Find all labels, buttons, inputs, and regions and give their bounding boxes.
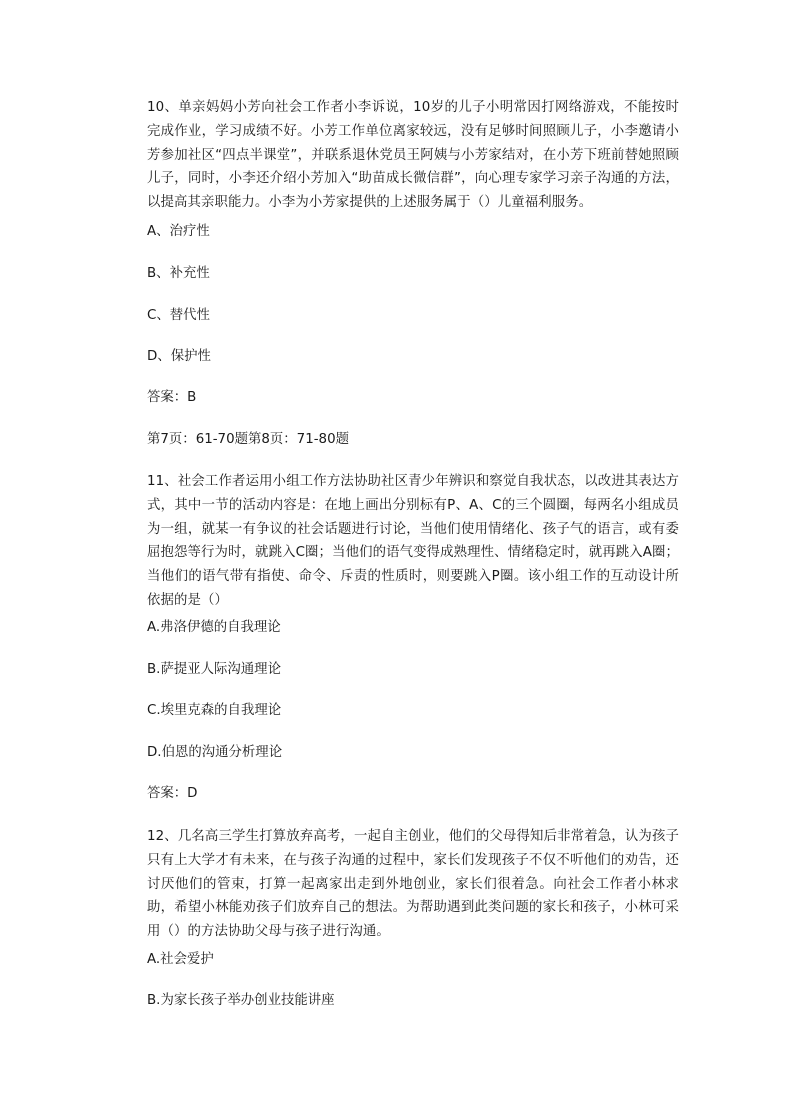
question-11-option-d: D.伯恩的沟通分析理论: [147, 745, 283, 760]
question-10-option-a: A、治疗性: [147, 224, 210, 239]
question-10-stem: 10、单亲妈妈小芳向社会工作者小李诉说，10岁的儿子小明常因打网络游戏，不能按时完成作业，学习成绩不好。小芳工作单位离家较远，没有足够时间照顾儿子，小李邀请小芳参加社区“四点半课堂”，并联系退休党员王阿姨与小芳家结对，在小芳下班前替她照顾儿子，同时，小李还介绍小芳加入“助苗成长微信群”，向心理专家学习亲子沟通的方法，以提高其亲职能力。小李为小芳家提供的上述服务属于（）儿童福利服务。: [147, 100, 679, 211]
page-nav: 第7页：61-70题第8页：71-80题: [147, 432, 349, 447]
question-10-option-c: C、替代性: [147, 308, 210, 323]
question-11-option-c: C.埃里克森的自我理论: [147, 703, 282, 718]
question-11-answer: 答案：D: [147, 786, 198, 801]
question-10-answer: 答案：B: [147, 390, 197, 405]
question-11-option-b: B.萨提亚人际沟通理论: [147, 662, 281, 677]
question-12-option-b: B.为家长孩子举办创业技能讲座: [147, 993, 335, 1008]
question-12-stem: 12、几名高三学生打算放弃高考，一起自主创业，他们的父母得知后非常着急，认为孩子只有上大学才有未来，在与孩子沟通的过程中，家长们发现孩子不仅不听他们的劝告，还讨厌他们的管束，打算一起离家出走到外地创业，家长们很着急。向社会工作者小林求助，希望小林能劝孩子们放弃自己的想法。为帮助遇到此类问题的家长和孩子，小林可采用（）的方法协助父母与孩子进行沟通。: [147, 829, 679, 940]
question-10-option-b: B、补充性: [147, 266, 210, 281]
question-12-option-a: A.社会爱护: [147, 952, 214, 967]
question-10-option-d: D、保护性: [147, 349, 211, 364]
question-11-option-a: A.弗洛伊德的自我理论: [147, 620, 281, 635]
question-11-stem: 11、社会工作者运用小组工作方法协助社区青少年辨识和察觉自我状态，以改进其表达方式，其中一节的活动内容是：在地上画出分别标有P、A、C的三个圆圈，每两名小组成员为一组，就某一有争议的社会话题进行讨论，当他们使用情绪化、孩子气的语言，或有委屈抱怨等行为时，就跳入C圈；当他们的语气变得成熟理性、情绪稳定时，就再跳入A圈；当他们的语气带有指使、命令、斥责的性质时，则要跳入P圈。该小组工作的互动设计所依据的是（）: [147, 474, 679, 608]
